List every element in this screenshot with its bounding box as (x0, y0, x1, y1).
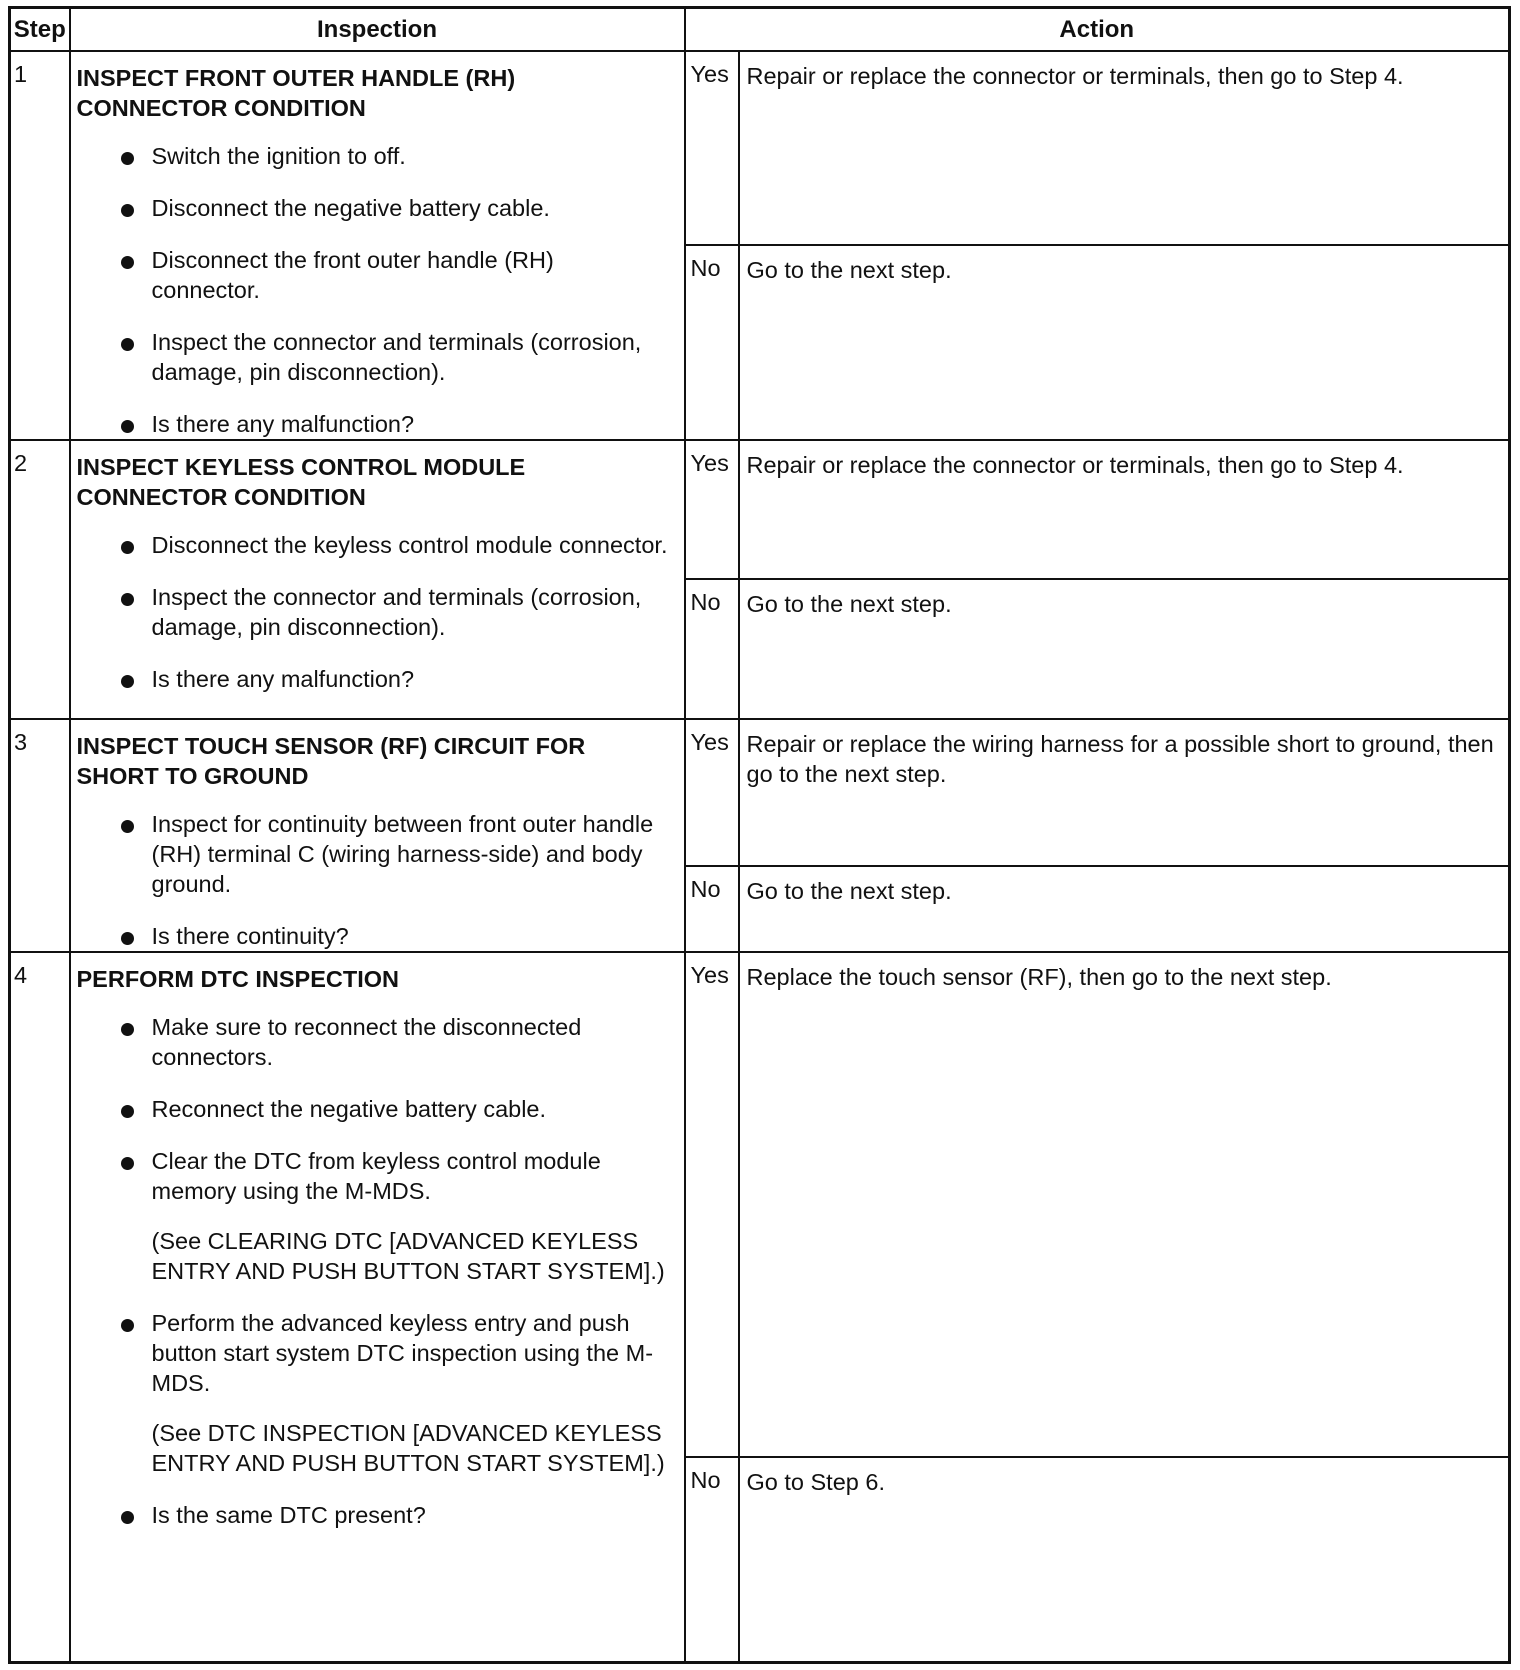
inspection-cell (70, 952, 685, 1663)
list-item: Is there any malfunction? (77, 664, 678, 694)
inspection-cell (70, 440, 685, 719)
inspection-title: INSPECT KEYLESS CONTROL MODULE CONNECTOR CONDITION (76, 454, 526, 510)
inspection-title: PERFORM DTC INSPECTION (76, 966, 399, 992)
header-row (10, 8, 1510, 52)
header-inspection: Inspection (70, 8, 685, 52)
step-number: 3 (10, 719, 70, 952)
list-item: Disconnect the keyless control module connector. (77, 530, 678, 560)
inspection-items (77, 809, 678, 951)
bullet-icon (121, 204, 134, 217)
no-action: Go to the next step. (739, 866, 1510, 952)
bullet-icon (121, 1023, 134, 1036)
bullet-icon (121, 152, 134, 165)
list-item: Clear the DTC from keyless control module memory using the M-MDS. (77, 1146, 678, 1206)
list-item: Inspect the connector and terminals (corrosion, damage, pin disconnection). (77, 582, 678, 642)
no-action: Go to the next step. (739, 245, 1510, 440)
yes-label: Yes (685, 952, 739, 1457)
step-number: 2 (10, 440, 70, 719)
list-item: Is there continuity? (77, 921, 678, 951)
header-step: Step (10, 8, 70, 52)
bullet-icon (121, 256, 134, 269)
no-action: Go to the next step. (739, 579, 1510, 719)
step-number: 4 (10, 952, 70, 1663)
bullet-icon (121, 820, 134, 833)
yes-label: Yes (685, 719, 739, 866)
list-item: Disconnect the front outer handle (RH) connector. (77, 245, 678, 305)
list-item: Is there any malfunction? (77, 409, 678, 439)
inspection-cell (70, 719, 685, 952)
bullet-icon (121, 593, 134, 606)
bullet-icon (121, 541, 134, 554)
list-item: Switch the ignition to off. (77, 141, 678, 171)
no-label: No (685, 245, 739, 440)
inspection-items (77, 141, 678, 439)
bullet-icon (121, 932, 134, 945)
list-item: Reconnect the negative battery cable. (77, 1094, 678, 1124)
yes-action: Replace the touch sensor (RF), then go to the next step. (739, 952, 1510, 1457)
reference-note: (See CLEARING DTC [ADVANCED KEYLESS ENTRY AND PUSH BUTTON START SYSTEM].) (151, 1228, 665, 1284)
list-item: Inspect the connector and terminals (corrosion, damage, pin disconnection). (77, 327, 678, 387)
list-item: Is the same DTC present? (77, 1500, 678, 1530)
bullet-icon (121, 675, 134, 688)
step-4-yes-row (10, 952, 1510, 1457)
step-2-yes-row (10, 440, 1510, 579)
no-label: No (685, 579, 739, 719)
yes-label: Yes (685, 51, 739, 245)
inspection-title: INSPECT TOUCH SENSOR (RF) CIRCUIT FOR SHORT TO GROUND (76, 733, 586, 789)
step-number: 1 (10, 51, 70, 440)
header-action: Action (685, 8, 1510, 52)
inspection-items (77, 1012, 678, 1530)
reference-note: (See DTC INSPECTION [ADVANCED KEYLESS ENTRY AND PUSH BUTTON START SYSTEM].) (151, 1420, 665, 1476)
bullet-icon (121, 1105, 134, 1118)
diagnostic-procedure-table (8, 6, 1511, 1664)
inspection-cell (70, 51, 685, 440)
step-1-yes-row (10, 51, 1510, 245)
bullet-icon (121, 1157, 134, 1170)
step-3-yes-row (10, 719, 1510, 866)
bullet-icon (121, 1319, 134, 1332)
yes-action: Repair or replace the connector or terminals, then go to Step 4. (739, 440, 1510, 579)
bullet-icon (121, 1511, 134, 1524)
yes-action: Repair or replace the connector or terminals, then go to Step 4. (739, 51, 1510, 245)
no-label: No (685, 866, 739, 952)
yes-label: Yes (685, 440, 739, 579)
list-item: Inspect for continuity between front outer handle (RH) terminal C (wiring harness-side) and body ground. (77, 809, 678, 899)
inspection-title: INSPECT FRONT OUTER HANDLE (RH) CONNECTOR CONDITION (76, 65, 516, 121)
list-item: Make sure to reconnect the disconnected connectors. (77, 1012, 678, 1072)
bullet-icon (121, 338, 134, 351)
no-action: Go to Step 6. (739, 1457, 1510, 1663)
list-item: Disconnect the negative battery cable. (77, 193, 678, 223)
bullet-icon (121, 420, 134, 433)
yes-action: Repair or replace the wiring harness for a possible short to ground, then go to the next step. (739, 719, 1510, 866)
inspection-items (77, 530, 678, 694)
list-item: Perform the advanced keyless entry and push button start system DTC inspection using the M-MDS. (77, 1308, 678, 1398)
no-label: No (685, 1457, 739, 1663)
